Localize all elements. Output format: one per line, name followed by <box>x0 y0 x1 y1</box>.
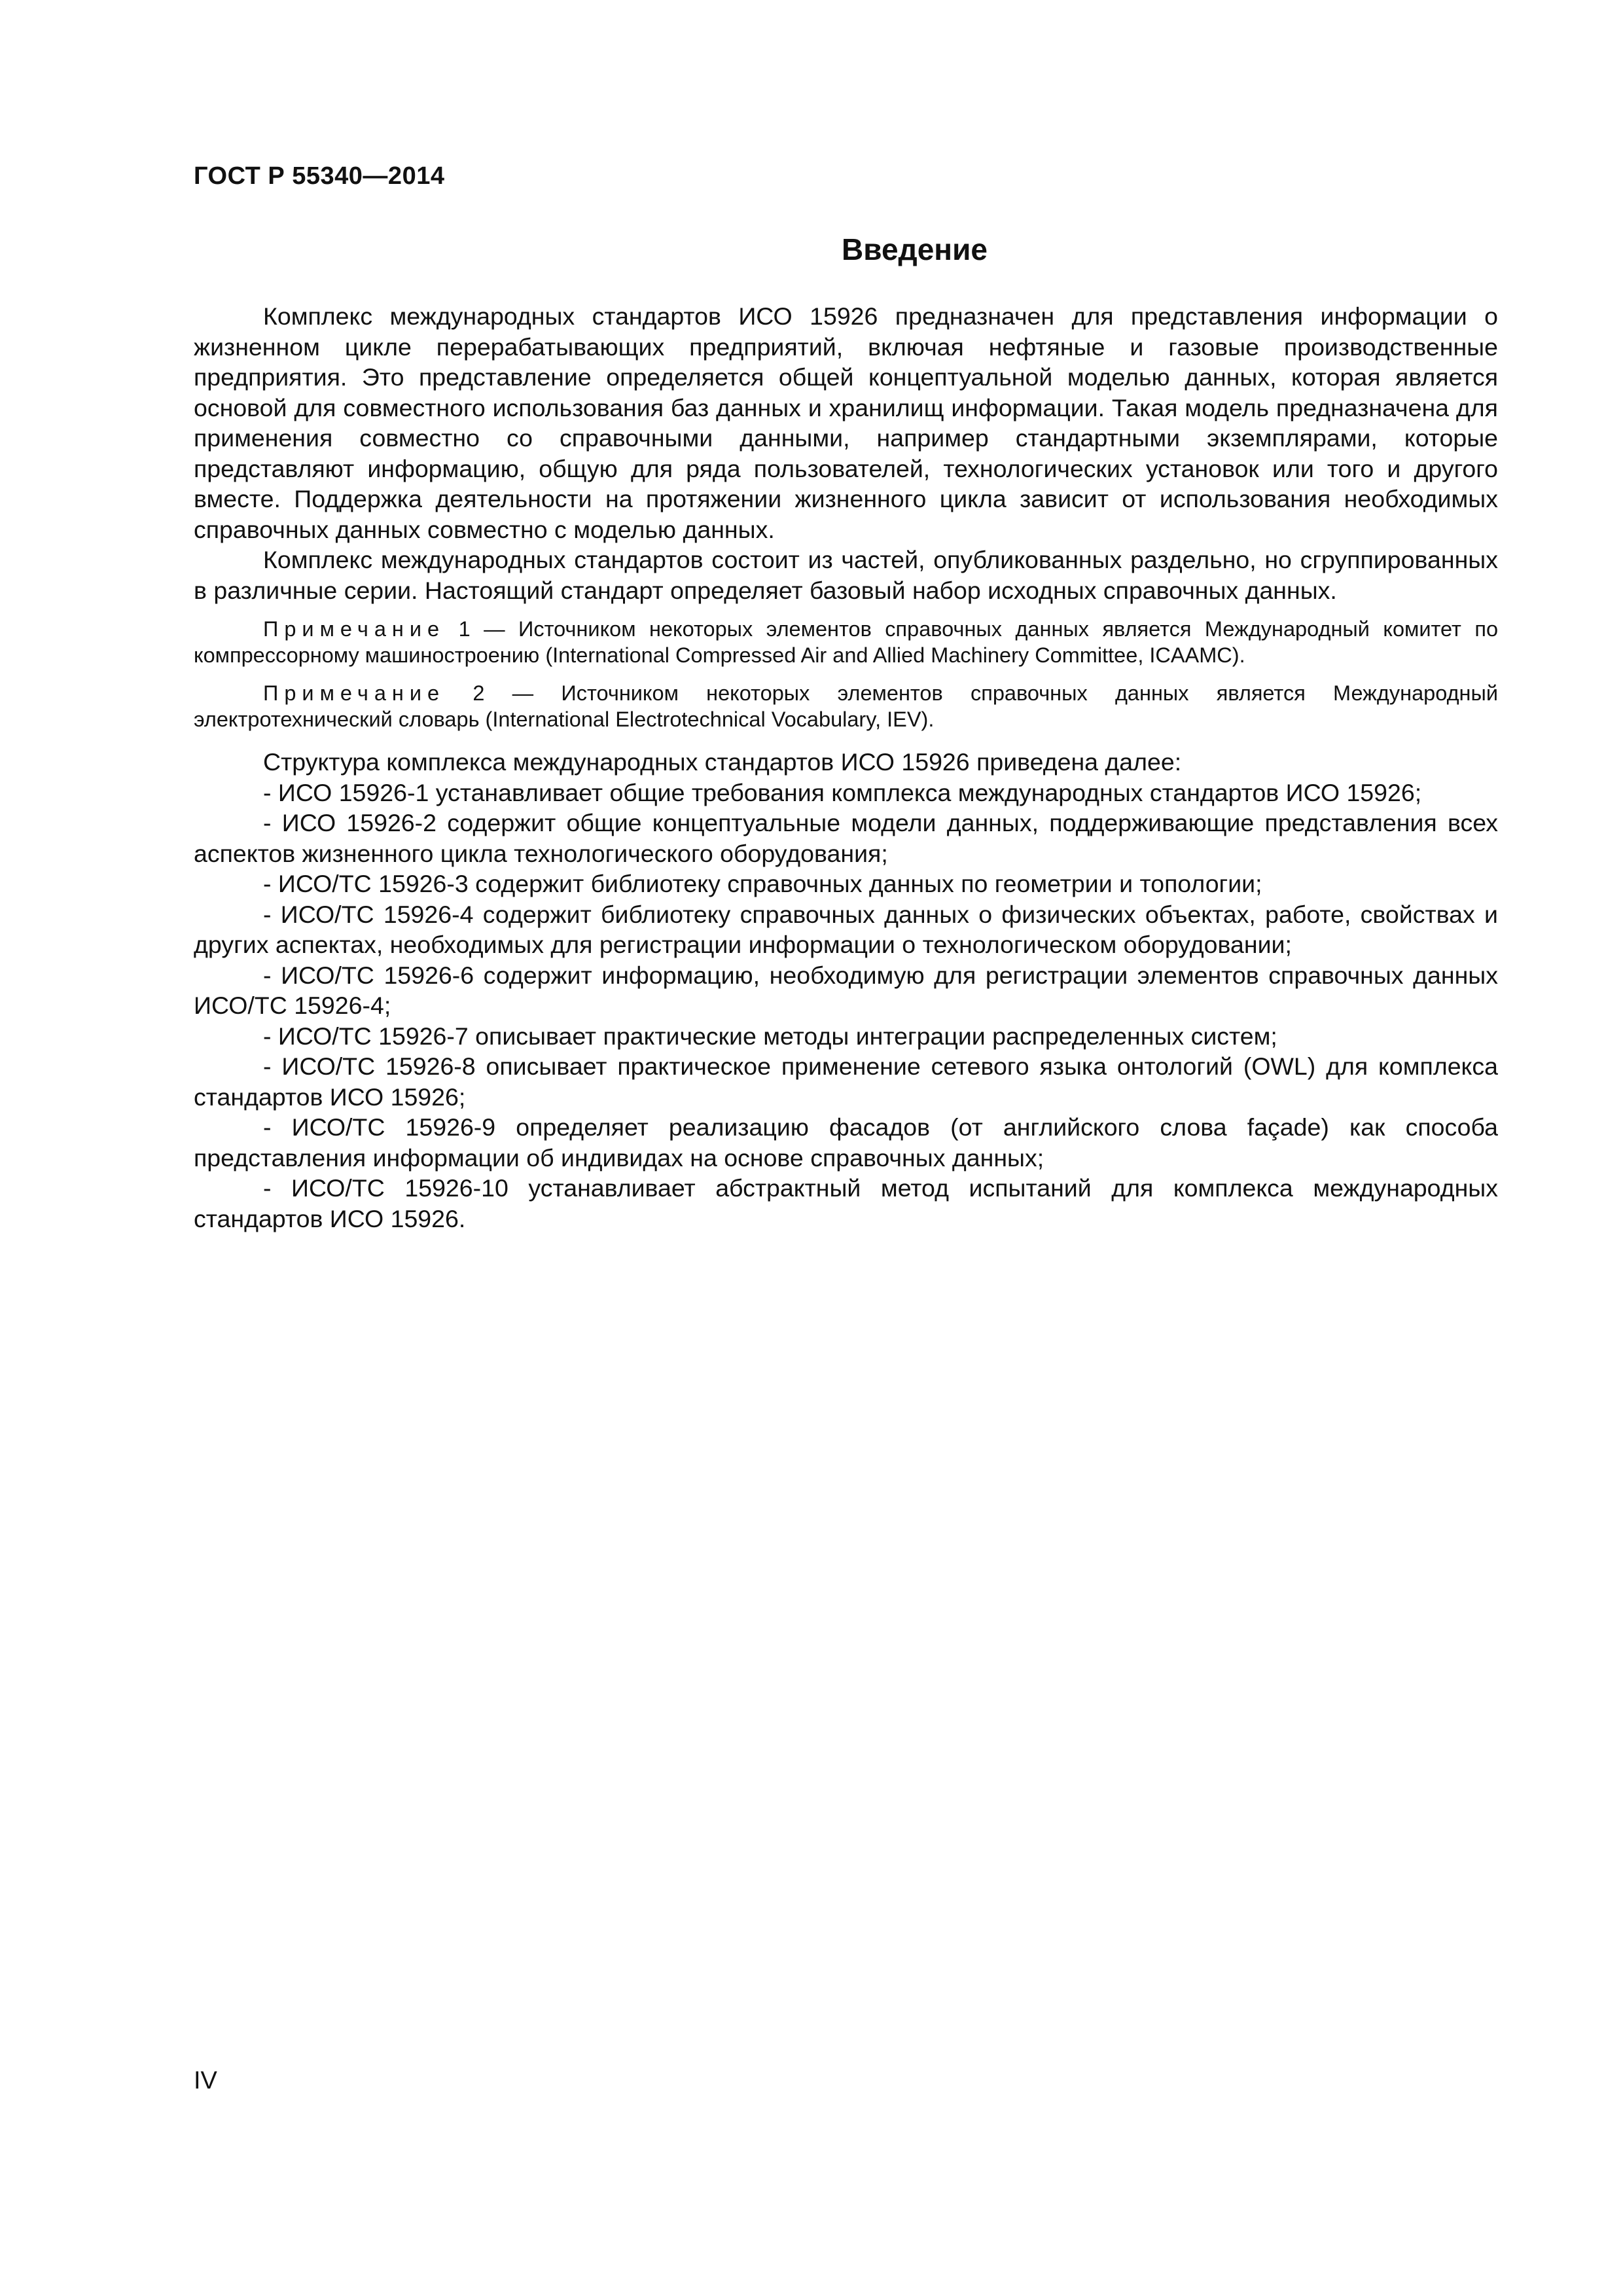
list-item: - ИСО 15926-2 содержит общие концептуальные модели данных, поддерживающие представления всех аспектов жизненного цикла технологического оборудования; <box>194 809 1498 867</box>
list-item: - ИСО/ТС 15926-10 устанавливает абстрактный метод испытаний для комплекса международных стандартов ИСО 15926. <box>194 1174 1498 1232</box>
list-item: - ИСО 15926-1 устанавливает общие требования комплекса международных стандартов ИСО 15926; <box>263 778 1422 806</box>
structure-intro: Структура комплекса международных стандартов ИСО 15926 приведена далее: <box>263 748 1182 776</box>
note-label: Примечание <box>263 617 446 641</box>
introduction-body <box>194 301 1498 1234</box>
note-label: Примечание <box>263 681 446 705</box>
list-item: - ИСО/ТС 15926-9 определяет реализацию фасадов (от английского слова façade) как способа представления информации об индивидах на основе справочных данных; <box>194 1113 1498 1172</box>
document-code-header: ГОСТ Р 55340—2014 <box>194 162 445 190</box>
list-item: - ИСО/ТС 15926-8 описывает практическое применение сетевого языка онтологий (OWL) для комплекса стандартов ИСО 15926; <box>194 1052 1498 1111</box>
paragraph: Комплекс международных стандартов ИСО 15926 предназначен для представления информации о жизненном цикле перерабатывающих предприятий, включая нефтяные и газовые производственные предприятия. Это представление определяется общей концептуальной моделью данных, которая является основой для совместного использования баз данных и хранилищ информации. Такая модель предназначена для применения совместно со справочными данными, например стандартными экземплярами, которые представляют информацию, общую для ряда пользователей, технологических установок или того и другого вместе. Поддержка деятельности на протяжении жизненного цикла зависит от использования необходимых справочных данных совместно с моделью данных. <box>194 302 1498 543</box>
section-title: Введение <box>842 232 988 266</box>
note-text: — Источником некоторых элементов справочных данных является Международный комитет по компрессорному машиностроению (International Compressed Air and Allied Machinery Committee, ICAAMC). <box>194 617 1499 667</box>
list-item: - ИСО/ТС 15926-6 содержит информацию, необходимую для регистрации элементов справочных данных ИСО/ТС 15926-4; <box>194 961 1498 1019</box>
paragraph: Комплекс международных стандартов состоит из частей, опубликованных раздельно, но сгруппированных в различные серии. Настоящий стандарт определяет базовый набор исходных справочных данных. <box>194 546 1498 604</box>
list-item: - ИСО/ТС 15926-7 описывает практические методы интеграции распределенных систем; <box>263 1022 1277 1050</box>
note-number: 1 <box>458 617 471 641</box>
note-text: — Источником некоторых элементов справочных данных является Международный электротехнический словарь (International Electrotechnical Vocabulary, IEV). <box>194 681 1499 731</box>
note-number: 2 <box>473 681 485 705</box>
list-item: - ИСО/ТС 15926-4 содержит библиотеку справочных данных о физических объектах, работе, свойствах и других аспектах, необходимых для регистрации информации о технологическом оборудовании; <box>194 900 1498 958</box>
page-number: IV <box>194 2067 217 2094</box>
list-item: - ИСО/ТС 15926-3 содержит библиотеку справочных данных по геометрии и топологии; <box>263 870 1262 897</box>
note <box>194 680 1498 732</box>
note <box>194 616 1498 668</box>
